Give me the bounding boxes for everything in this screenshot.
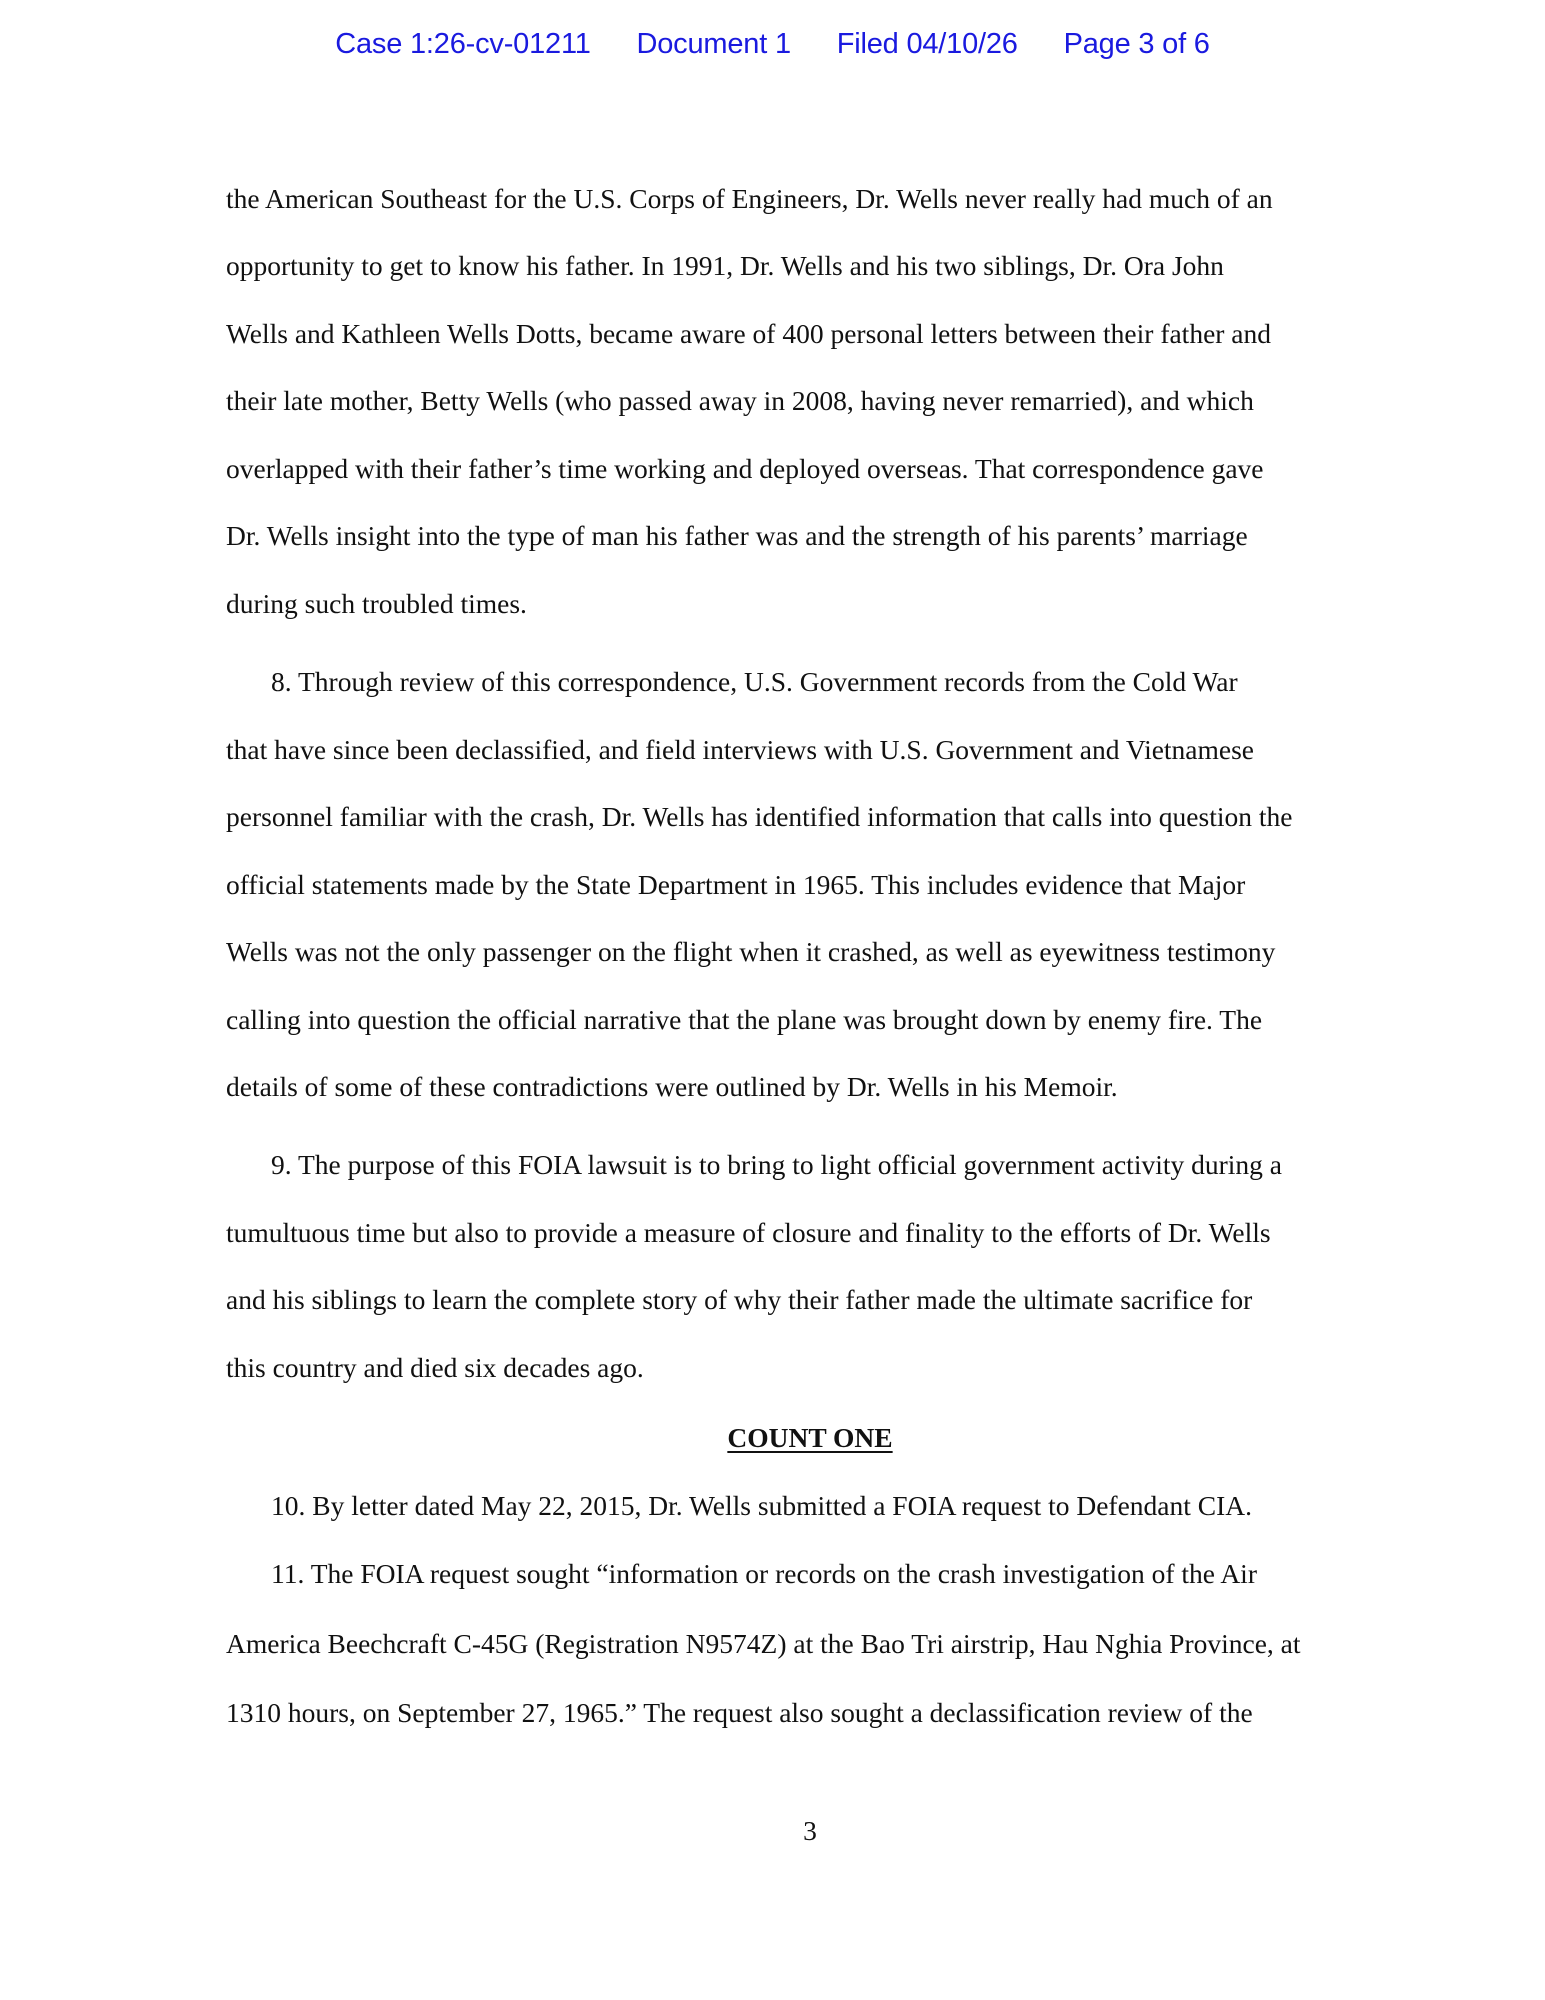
case-number: Case 1:26-cv-01211 <box>335 28 591 60</box>
text-line: Wells and Kathleen Wells Dotts, became aware of 400 personal letters between their father and <box>226 318 1272 349</box>
section-heading: COUNT ONE <box>727 1422 893 1453</box>
text-line: Dr. Wells insight into the type of man his father was and the strength of his parents’ marriage <box>226 520 1248 551</box>
text-line: 9. The purpose of this FOIA lawsuit is to bring to light official government activity during a <box>271 1149 1283 1180</box>
text-line: that have since been declassified, and field interviews with U.S. Government and Vietnamese <box>226 734 1255 765</box>
page-indicator: Page 3 of 6 <box>1063 28 1210 60</box>
text-line: personnel familiar with the crash, Dr. Wells has identified information that calls into question the <box>226 801 1293 832</box>
document-number: Document 1 <box>636 28 791 60</box>
text-line: America Beechcraft C-45G (Registration N9574Z) at the Bao Tri airstrip, Hau Nghia Province, at <box>226 1628 1301 1659</box>
text-line: calling into question the official narrative that the plane was brought down by enemy fire. The <box>226 1004 1263 1035</box>
text-line: the American Southeast for the U.S. Corps of Engineers, Dr. Wells never really had much of an <box>226 183 1273 214</box>
filed-date: Filed 04/10/26 <box>836 28 1018 60</box>
court-filing-header <box>0 28 1545 61</box>
text-line: overlapped with their father’s time working and deployed overseas. That correspondence gave <box>226 453 1264 484</box>
text-line: Wells was not the only passenger on the flight when it crashed, as well as eyewitness testimony <box>226 936 1276 967</box>
text-line: during such troubled times. <box>226 588 527 619</box>
text-line: their late mother, Betty Wells (who passed away in 2008, having never remarried), and which <box>226 385 1254 416</box>
text-line: 11. The FOIA request sought “information or records on the crash investigation of the Air <box>271 1558 1257 1589</box>
text-line: official statements made by the State Department in 1965. This includes evidence that Major <box>226 869 1246 900</box>
text-line: opportunity to get to know his father. In 1991, Dr. Wells and his two siblings, Dr. Ora John <box>226 250 1224 281</box>
text-line: 1310 hours, on September 27, 1965.” The request also sought a declassification review of the <box>226 1697 1253 1728</box>
page-number: 3 <box>803 1815 817 1846</box>
text-line: and his siblings to learn the complete story of why their father made the ultimate sacrifice for <box>226 1284 1253 1315</box>
text-line: 8. Through review of this correspondence, U.S. Government records from the Cold War <box>271 666 1238 697</box>
text-line: 10. By letter dated May 22, 2015, Dr. Wells submitted a FOIA request to Defendant CIA. <box>271 1490 1253 1521</box>
text-line: this country and died six decades ago. <box>226 1352 644 1383</box>
text-line: details of some of these contradictions were outlined by Dr. Wells in his Memoir. <box>226 1071 1118 1102</box>
text-line: tumultuous time but also to provide a measure of closure and finality to the efforts of Dr. Wells <box>226 1217 1271 1248</box>
